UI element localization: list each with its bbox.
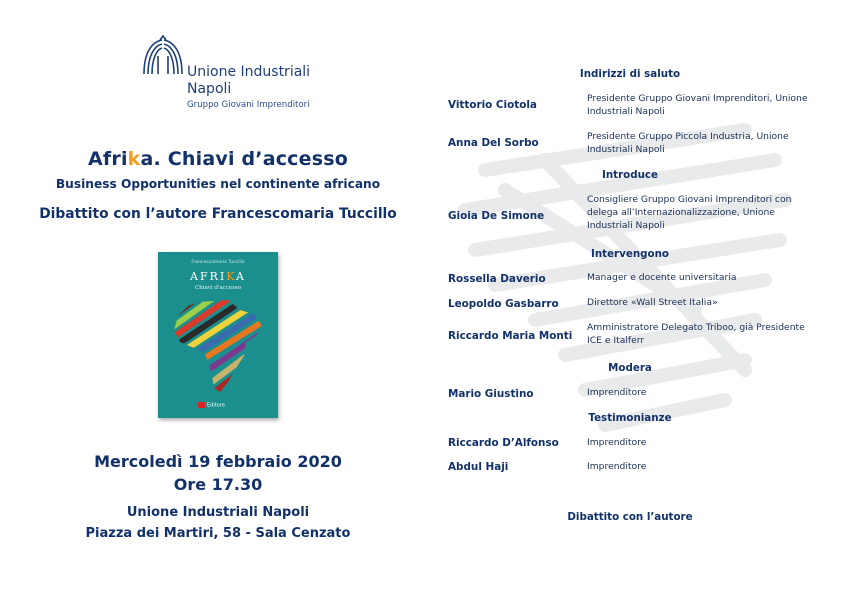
program-heading: Testimonianze [588,412,672,424]
program-heading: Intervengono [590,248,670,260]
speaker-role: Amministratore Delegato Triboo, già Presidente ICE e Italferr [587,322,805,346]
logo-name-line2: Napoli [187,81,232,97]
speaker-name: Rossella Daverio [448,273,546,285]
book-subtitle: Chiavi d'accesso [194,285,242,291]
event-time: Ore 17.30 [173,475,263,494]
speaker-name: Anna Del Sorbo [448,137,539,149]
speaker-role: Consigliere Gruppo Giovani Imprenditori con delega all’Internazionalizzazione, Unione Industriali Napoli [587,194,792,231]
eagle-logo-icon [140,34,186,80]
event-title-part1: Afri [88,148,128,170]
speaker-role: Imprenditore [587,437,647,448]
speaker-role: Manager e docente universitaria [587,272,737,283]
speaker-name: Riccardo Maria Monti [448,330,573,342]
book-title: AFRIKA [190,270,246,283]
speaker-role: Presidente Gruppo Piccola Industria, Unione Industriali Napoli [587,131,789,155]
speaker-role: Direttore «Wall Street Italia» [587,297,718,308]
book-cover [158,252,278,418]
speaker-role: Imprenditore [587,387,647,398]
speaker-name: Abdul Haji [448,461,509,473]
book-publisher: Editore [198,402,225,409]
speaker-name: Gioia De Simone [448,210,545,222]
event-subtitle: Business Opportunities nel continente africano [55,177,381,191]
program-closing: Dibattito con l’autore [567,511,693,523]
speaker-name: Vittorio Ciotola [448,99,537,111]
event-address: Piazza dei Martiri, 58 - Sala Cenzato [85,526,351,541]
africa-striped-map-illustration [170,296,266,396]
program-heading: Modera [608,362,652,374]
speaker-name: Mario Giustino [448,388,534,400]
logo-name-line1: Unione Industriali [187,64,311,80]
event-title-accent: k [127,148,141,170]
speaker-role: Presidente Gruppo Giovani Imprenditori, Unione Industriali Napoli [587,93,808,117]
program-heading: Introduce [601,169,659,181]
publisher-logo-icon [198,402,205,408]
event-date: Mercoledì 19 febbraio 2020 [94,452,342,471]
speaker-name: Leopoldo Gasbarro [448,298,559,310]
event-debate-line: Dibattito con l’autore Francescomaria Tuccillo [39,206,397,222]
book-author: Francescomaria Tuccillo [191,260,245,265]
event-title-part2: a. Chiavi d’accesso [140,148,348,170]
logo-group-name: Gruppo Giovani Imprenditori [187,100,310,110]
program-heading: Indirizzi di saluto [579,68,681,80]
speaker-name: Riccardo D’Alfonso [448,437,559,449]
event-venue: Unione Industriali Napoli [126,505,310,520]
organization-logo [140,34,320,114]
speaker-role: Imprenditore [587,461,647,472]
event-title [0,148,436,170]
